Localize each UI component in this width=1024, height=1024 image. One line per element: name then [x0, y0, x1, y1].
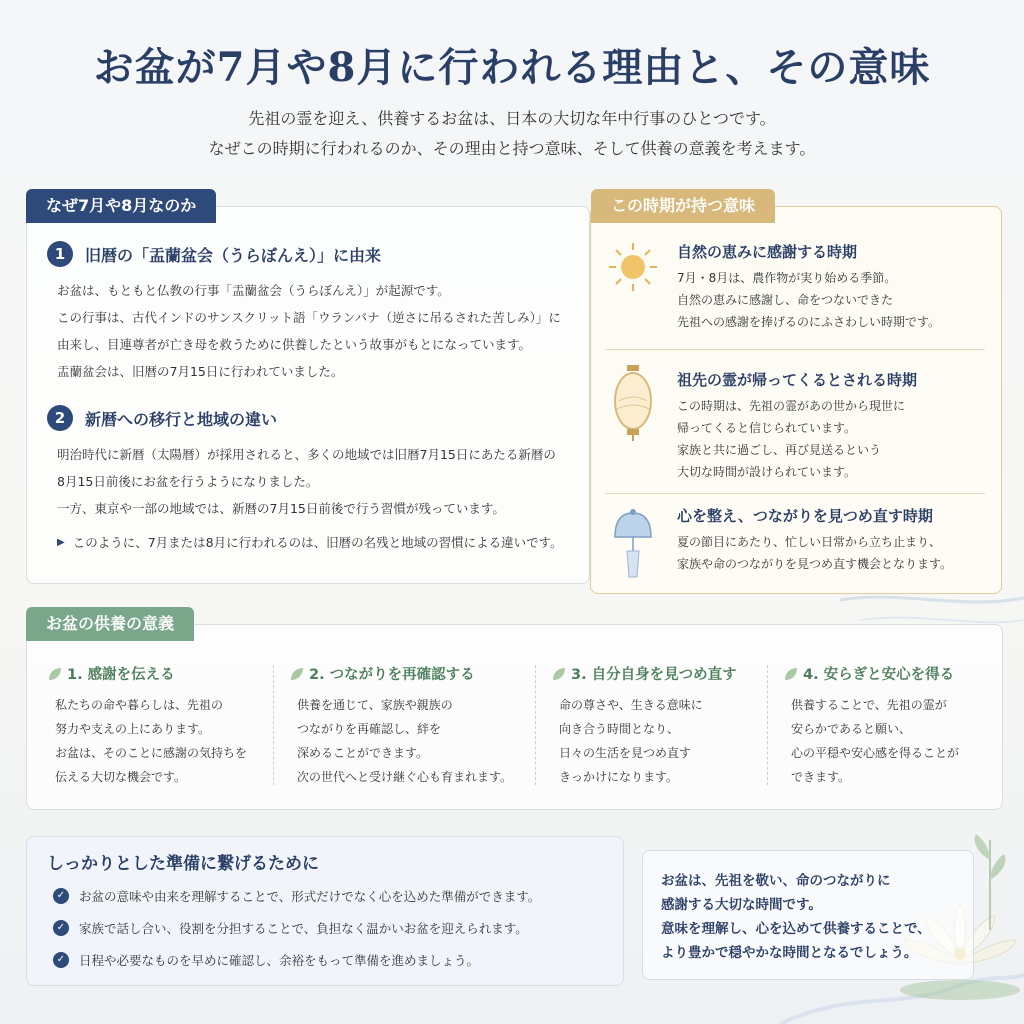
meaning-item-title: 心を整え、つながりを見つめ直す時期 [677, 507, 933, 525]
body-line: 帰ってくると信じられています。 [677, 421, 857, 435]
body-line: 私たちの命や暮らしは、先祖の [55, 698, 224, 712]
check-icon: ✓ [53, 920, 69, 936]
column-divider [535, 665, 536, 785]
body-line: この行事は、古代インドのサンスクリット語「ウランバナ（逆さに吊るされた苦しみ）」に [57, 310, 561, 325]
body-line: 命の尊さや、生きる意味に [559, 698, 703, 712]
offering-item-body [791, 693, 959, 789]
body-line: 盂蘭盆会は、旧暦の7月15日に行われていました。 [57, 364, 344, 379]
why-section [26, 196, 590, 584]
sun-icon [607, 241, 659, 293]
divider [605, 493, 985, 494]
body-line: きっかけになります。 [559, 770, 679, 784]
offering-item-body [297, 693, 512, 789]
body-line: 7月・8月は、農作物が実り始める季節。 [677, 271, 897, 285]
prep-item-text: お盆の意味や由来を理解することで、形式だけでなく心を込めた準備ができます。 [79, 889, 541, 904]
offering-item-title-text: 3. 自分自身を見つめ直す [571, 667, 737, 683]
body-line: 向き合う時間となり、 [559, 722, 680, 736]
number-badge: 1 [47, 241, 73, 267]
why-item-2-body [57, 441, 556, 522]
body-line: 深めることができます。 [297, 746, 429, 760]
offering-heading: お盆の供養の意義 [26, 607, 194, 641]
body-line: お盆は、そのことに感謝の気持ちを [55, 746, 248, 760]
page-title: お盆が7月や8月に行われる理由と、その意味 [93, 44, 931, 91]
offering-item-title-text: 1. 感謝を伝える [67, 667, 175, 683]
meaning-section [590, 196, 1002, 594]
offering-item-title-text: 2. つながりを再確認する [309, 667, 475, 683]
offering-item-2 [289, 663, 529, 793]
prep-item [53, 951, 479, 969]
body-line: 日々の生活を見つめ直す [559, 746, 692, 760]
lead-text [0, 104, 1024, 164]
meaning-item-body [677, 267, 940, 333]
body-line: 家族と共に過ごし、再び見送るという [677, 443, 882, 457]
body-line: この時期は、先祖の霊があの世から現世に [677, 399, 906, 413]
prep-heading: しっかりとした準備に繋げるために [47, 854, 319, 874]
offering-item-title [47, 663, 175, 684]
column-divider [767, 665, 768, 785]
closing-line: 感謝する大切な時間です。 [661, 897, 822, 913]
check-icon: ✓ [53, 952, 69, 968]
body-line: 一方、東京や一部の地域では、新暦の7月15日前後で行う習慣が残っています。 [57, 501, 505, 516]
body-line: つながりを再確認し、絆を [297, 722, 442, 736]
why-item-title-text: 新暦への移行と地域の違い [85, 409, 278, 429]
why-item-title-text: 旧暦の「盂蘭盆会（うらぼんえ）」に由来 [85, 245, 382, 265]
body-line: 自然の恵みに感謝し、命をつないできた [677, 293, 894, 307]
body-line: 家族や命のつながりを見つめ直す機会となります。 [677, 557, 953, 571]
meaning-item-body [677, 531, 952, 575]
body-line: お盆は、もともと仏教の行事「盂蘭盆会（うらぼんえ）」が起源です。 [57, 283, 450, 298]
water-ripple [840, 597, 1024, 602]
why-heading: なぜ7月や8月なのか [26, 189, 216, 223]
leaf-icon [975, 834, 1006, 930]
offering-item-title-text: 4. 安らぎと安心を得る [803, 667, 955, 683]
meaning-item-1 [591, 237, 1001, 357]
why-item-1-body [57, 277, 561, 385]
offering-item-title [783, 663, 954, 684]
prep-item-text: 家族で話し合い、役割を分担することで、負担なく温かいお盆を迎えられます。 [79, 921, 528, 936]
body-line: 8月15日前後にお盆を行うようになりました。 [57, 474, 319, 489]
offering-item-title [551, 663, 737, 684]
meaning-item-3 [591, 501, 1001, 587]
prep-section [26, 836, 624, 986]
number-badge: 2 [47, 405, 73, 431]
offering-item-body [559, 693, 703, 789]
why-item-1-title [47, 241, 381, 267]
lantern-icon [607, 363, 659, 443]
column-divider [273, 665, 274, 785]
body-line: 供養を通じて、家族や親族の [297, 698, 453, 712]
prep-item [53, 887, 540, 905]
lead-line: なぜこの時期に行われるのか、その理由と持つ意味、そして供養の意義を考えます。 [208, 139, 816, 158]
prep-item-text: 日程や必要なものを早めに確認し、余裕をもって準備を進めましょう。 [79, 953, 480, 968]
body-line: 伝える大切な機会です。 [55, 770, 187, 784]
triangle-bullet-icon: ▶ [57, 537, 65, 548]
offering-item-body [55, 693, 247, 789]
meaning-item-body [677, 395, 905, 483]
meaning-item-title: 祖先の霊が帰ってくるとされる時期 [677, 371, 918, 389]
body-line: 次の世代へと受け継ぐ心も育まれます。 [297, 770, 513, 784]
body-line: 夏の節目にあたり、忙しい日常から立ち止まり、 [677, 535, 942, 549]
closing-line: お盆は、先祖を敬い、命のつながりに [661, 873, 891, 889]
body-line: 大切な時間が設けられています。 [677, 465, 857, 479]
body-line: 供養することで、先祖の霊が [791, 698, 947, 712]
offering-item-4 [783, 663, 1023, 793]
water-ripple [860, 618, 1024, 623]
leaf-icon [47, 666, 63, 682]
body-line: 先祖への感謝を捧げるのにふさわしい時期です。 [677, 315, 941, 329]
body-line: 安らかであると願い、 [791, 722, 912, 736]
body-line: 明治時代に新暦（太陽暦）が採用されると、多くの地域では旧暦7月15日にあたる新暦の [57, 447, 556, 462]
leaf-icon [783, 666, 799, 682]
closing-box [642, 850, 974, 980]
why-note-text: このように、7月または8月に行われるのは、旧暦の名残と地域の習慣による違いです。 [72, 535, 563, 550]
closing-line: 意味を理解し、心を込めて供養することで、 [661, 921, 931, 937]
why-item-2-title [47, 405, 277, 431]
offering-item-1 [47, 663, 287, 793]
offering-section [26, 614, 1003, 810]
body-line: 由来し、目連尊者が亡き母を救うために供養したという故事がもとになっています。 [57, 337, 532, 352]
divider [605, 349, 985, 350]
lead-line: 先祖の霊を迎え、供養するお盆は、日本の大切な年中行事のひとつです。 [248, 109, 776, 128]
leaf-icon [289, 666, 305, 682]
wind-chime-icon [607, 507, 659, 581]
body-line: できます。 [791, 770, 851, 784]
body-line: 努力や支えの上にあります。 [55, 722, 211, 736]
closing-line: より豊かで穏やかな時間となるでしょう。 [661, 945, 918, 961]
meaning-item-2 [591, 359, 1001, 489]
meaning-heading: この時期が持つ意味 [591, 189, 775, 223]
body-line: 心の平穏や安心感を得ることが [791, 746, 960, 760]
why-note [57, 529, 563, 556]
prep-item [53, 919, 528, 937]
leaf-icon [551, 666, 567, 682]
offering-item-title [289, 663, 475, 684]
offering-item-3 [551, 663, 791, 793]
check-icon: ✓ [53, 888, 69, 904]
meaning-item-title: 自然の恵みに感謝する時期 [677, 243, 858, 261]
